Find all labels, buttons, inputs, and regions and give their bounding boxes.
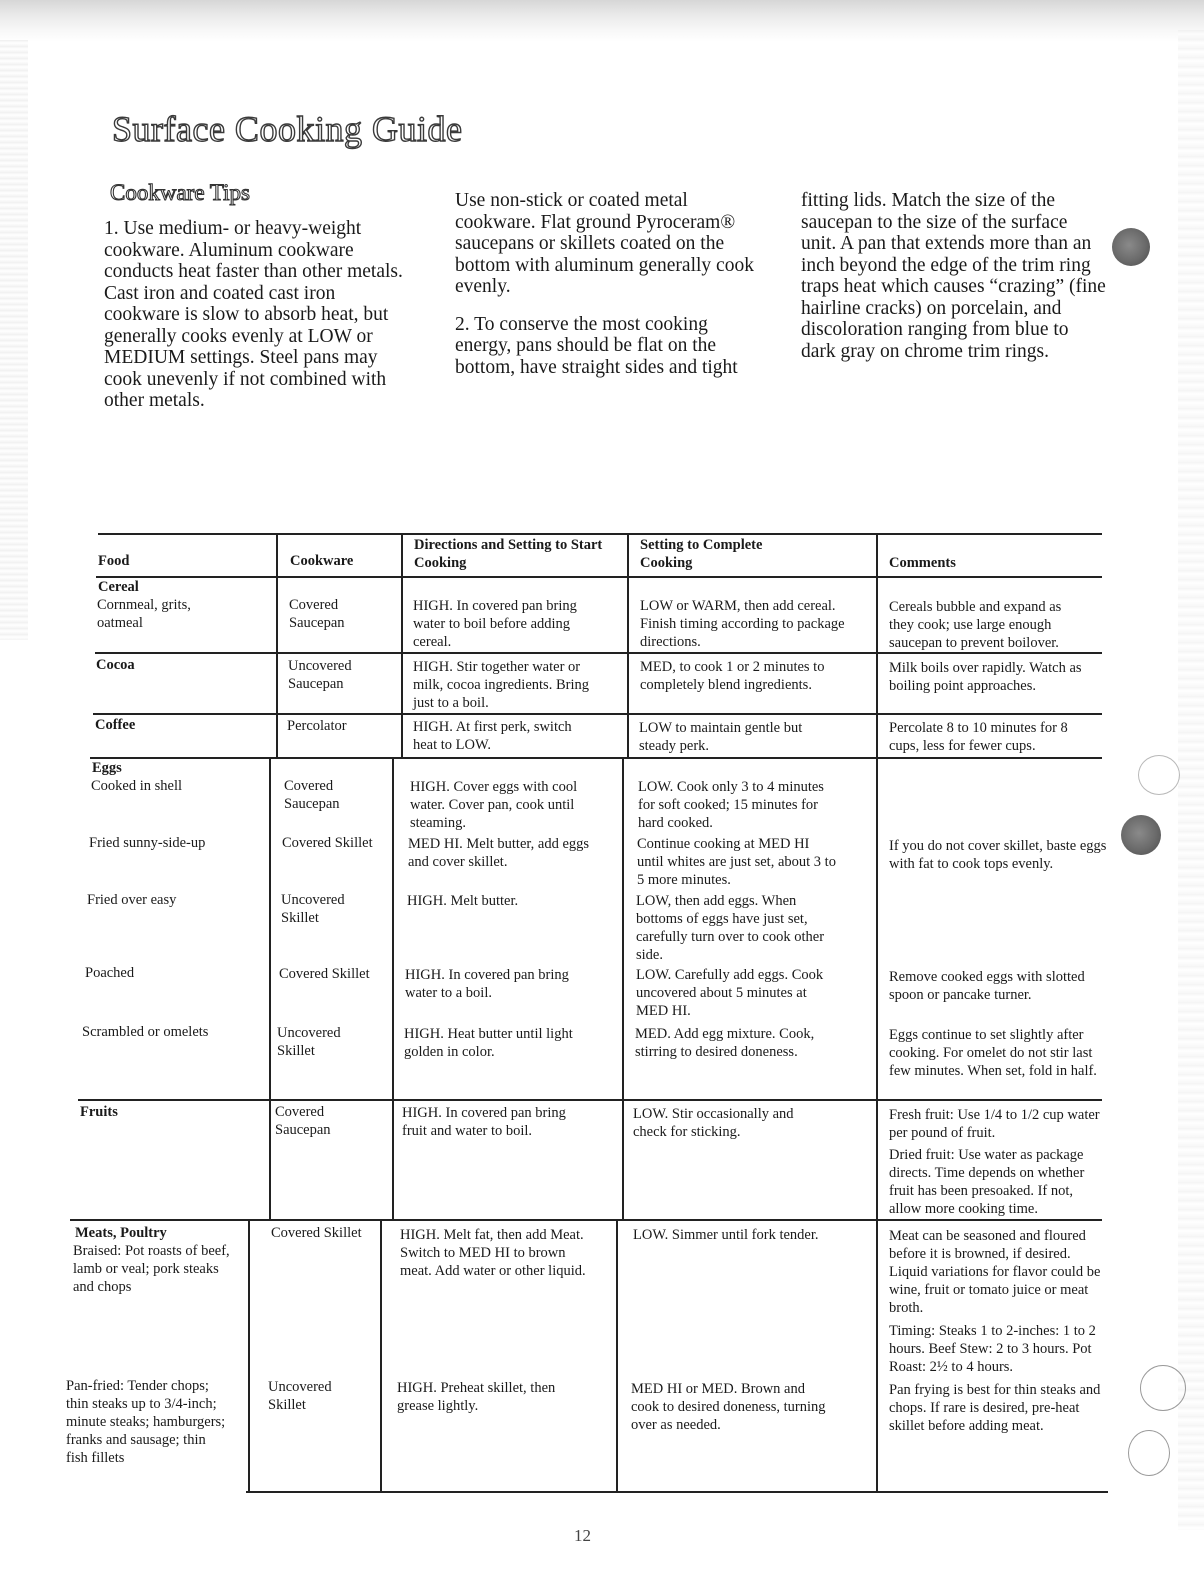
comments-eggs-scrambled: Eggs continue to set slightly after cooking. For omelet do not stir last few minutes. When set, fold in half.	[889, 1027, 1097, 1079]
comments-cocoa: Milk boils over rapidly. Watch as boiling point approaches.	[889, 660, 1082, 694]
comments-meats-braised: Meat can be seasoned and floured before it is browned, if desired. Liquid variations for flavor could be wine, fruit or tomato juice or meat broth.	[889, 1228, 1101, 1316]
complete-eggs-scrambled: MED. Add egg mixture. Cook, stirring to desired doneness.	[635, 1026, 815, 1060]
complete-eggs-shell: LOW. Cook only 3 to 4 minutes for soft cooked; 15 minutes for hard cooked.	[638, 779, 824, 831]
complete-cereal: LOW or WARM, then add cereal. Finish timing according to package directions.	[640, 598, 845, 650]
directions-meats-braised: HIGH. Melt fat, then add Meat. Switch to MED HI to brown meat. Add water or other liquid.	[400, 1227, 586, 1279]
table-rule	[401, 533, 403, 757]
table-rule	[269, 757, 271, 1219]
directions-eggs-scrambled: HIGH. Heat butter until light golden in color.	[404, 1026, 573, 1060]
cookware-fruits: Covered Saucepan	[275, 1104, 331, 1138]
comments-coffee: Percolate 8 to 10 minutes for 8 cups, less for fewer cups.	[889, 720, 1068, 754]
cookware-eggs-overeasy: Uncovered Skillet	[281, 892, 345, 926]
food-eggs-overeasy: Fried over easy	[87, 892, 177, 908]
comments-fruits-fresh: Fresh fruit: Use 1/4 to 1/2 cup water per pound of fruit.	[889, 1107, 1100, 1141]
tip-1: 1. Use medium- or heavy-weight cookware. Aluminum cookware conducts heat faster than other metals. Cast iron and coated cast iron cookware is slow to absorb heat, but generally cooks evenly at LOW or MEDIUM settings. Steel pans may cook unevenly if not combined with other metals.	[104, 218, 403, 411]
comments-cereal: Cereals bubble and expand as they cook; use large enough saucepan to prevent boilover.	[889, 599, 1062, 651]
table-rule	[248, 1219, 250, 1491]
directions-eggs-poached: HIGH. In covered pan bring water to a boil.	[405, 967, 569, 1001]
directions-eggs-overeasy: HIGH. Melt butter.	[407, 893, 519, 909]
complete-eggs-overeasy: LOW, then add eggs. When bottoms of eggs have just set, carefully turn over to cook other side.	[636, 893, 825, 963]
directions-meats-panfried: HIGH. Preheat skillet, then grease lightly.	[397, 1380, 556, 1414]
complete-cocoa: MED, to cook 1 or 2 minutes to completely blend ingredients.	[640, 659, 825, 693]
directions-eggs-sunny: MED HI. Melt butter, add eggs and cover skillet.	[408, 836, 590, 870]
header-directions: Directions and Setting to Start Cooking	[414, 537, 603, 571]
food-meats-panfried: Pan-fried: Tender chops; thin steaks up to 3/4-inch; minute steaks; hamburgers; franks and sausage; thin fish fillets	[66, 1378, 226, 1466]
comments-fruits-dried: Dried fruit: Use water as package directs. Time depends on whether fruit has been presoaked. If not, allow more cooking time.	[889, 1147, 1085, 1217]
food-cocoa: Cocoa	[96, 657, 135, 673]
category-eggs: Eggs	[92, 760, 122, 776]
header-comments: Comments	[889, 555, 956, 571]
page-title: Surface Cooking Guide	[112, 109, 463, 149]
comments-eggs-poached: Remove cooked eggs with slotted spoon or pancake turner.	[889, 969, 1085, 1003]
directions-cocoa: HIGH. Stir together water or milk, cocoa ingredients. Bring just to a boil.	[413, 659, 589, 711]
table-rule	[276, 533, 278, 757]
table-rule	[627, 533, 629, 757]
complete-meats-braised: LOW. Simmer until fork tender.	[633, 1227, 819, 1243]
table-rule	[98, 533, 1102, 535]
table-rule	[622, 757, 624, 1219]
cookware-eggs-scrambled: Uncovered Skillet	[277, 1025, 341, 1059]
table-rule	[246, 1491, 1108, 1493]
table-rule	[392, 757, 394, 1219]
directions-cereal: HIGH. In covered pan bring water to boil before adding cereal.	[413, 598, 577, 650]
comments-eggs-sunny: If you do not cover skillet, baste eggs with fat to cook tops evenly.	[889, 838, 1107, 872]
complete-eggs-poached: LOW. Carefully add eggs. Cook uncovered about 5 minutes at MED HI.	[636, 967, 824, 1019]
cookware-cereal: Covered Saucepan	[289, 597, 345, 631]
table-rule	[616, 1219, 618, 1491]
cookware-meats-braised: Covered Skillet	[271, 1225, 362, 1241]
food-fruits: Fruits	[80, 1104, 118, 1120]
cookware-eggs-poached: Covered Skillet	[279, 966, 370, 982]
table-rule	[93, 713, 1102, 715]
complete-eggs-sunny: Continue cooking at MED HI until whites are just set, about 3 to 5 more minutes.	[637, 836, 836, 888]
table-rule	[380, 1219, 382, 1491]
complete-meats-panfried: MED HI or MED. Brown and cook to desired doneness, turning over as needed.	[631, 1381, 826, 1433]
food-coffee: Coffee	[95, 717, 136, 733]
header-food: Food	[98, 553, 130, 569]
food-eggs-scrambled: Scrambled or omelets	[82, 1024, 209, 1040]
cookware-cocoa: Uncovered Saucepan	[288, 658, 352, 692]
cookware-eggs-shell: Covered Saucepan	[284, 778, 340, 812]
tip-2: 2. To conserve the most cooking energy, pans should be flat on the bottom, have straight sides and tight	[455, 313, 738, 378]
comments-meats-timing: Timing: Steaks 1 to 2-inches: 1 to 2 hours. Beef Stew: 2 to 3 hours. Pot Roast: 2½ to 4 hours.	[889, 1323, 1096, 1375]
header-cookware: Cookware	[290, 553, 354, 569]
cookware-coffee: Percolator	[287, 718, 347, 734]
directions-fruits: HIGH. In covered pan bring fruit and water to boil.	[402, 1105, 566, 1139]
tip-1-continued: Use non-stick or coated metal cookware. Flat ground Pyroceram® saucepans or skillets coated on the bottom with aluminum generally cook evenly.	[455, 190, 754, 297]
page-number: 12	[574, 1526, 591, 1545]
table-rule	[70, 1219, 1102, 1221]
complete-coffee: LOW to maintain gentle but steady perk.	[639, 720, 803, 754]
food-eggs-sunny: Fried sunny-side-up	[89, 835, 206, 851]
directions-eggs-shell: HIGH. Cover eggs with cool water. Cover pan, cook until steaming.	[410, 779, 578, 831]
table-rule	[876, 533, 878, 1491]
category-cereal: Cereal	[98, 579, 139, 595]
cookware-eggs-sunny: Covered Skillet	[282, 835, 373, 851]
tip-2-continued: fitting lids. Match the size of the saucepan to the size of the surface unit. A pan that extends more than an inch beyond the edge of the trim ring traps heat which causes “crazing” (fine hairline cracks) on porcelain, and discoloration ranging from blue to dark gray on chrome trim rings.	[801, 190, 1106, 362]
food-eggs-poached: Poached	[85, 965, 135, 981]
header-complete: Setting to Complete Cooking	[640, 537, 763, 571]
table-rule	[78, 1099, 1102, 1101]
table-rule	[95, 652, 1102, 654]
directions-coffee: HIGH. At first perk, switch heat to LOW.	[413, 719, 572, 753]
category-meats: Meats, Poultry	[75, 1225, 167, 1241]
food-eggs-shell: Cooked in shell	[91, 778, 183, 794]
cookware-meats-panfried: Uncovered Skillet	[268, 1379, 332, 1413]
food-cereal: Cornmeal, grits, oatmeal	[97, 597, 191, 631]
cookware-tips-heading: Cookware Tips	[110, 180, 250, 205]
food-meats-braised: Braised: Pot roasts of beef, lamb or veal; pork steaks and chops	[73, 1243, 230, 1295]
comments-meats-panfried: Pan frying is best for thin steaks and chops. If rare is desired, pre-heat skillet before adding meat.	[889, 1382, 1101, 1434]
complete-fruits: LOW. Stir occasionally and check for sticking.	[633, 1106, 794, 1140]
